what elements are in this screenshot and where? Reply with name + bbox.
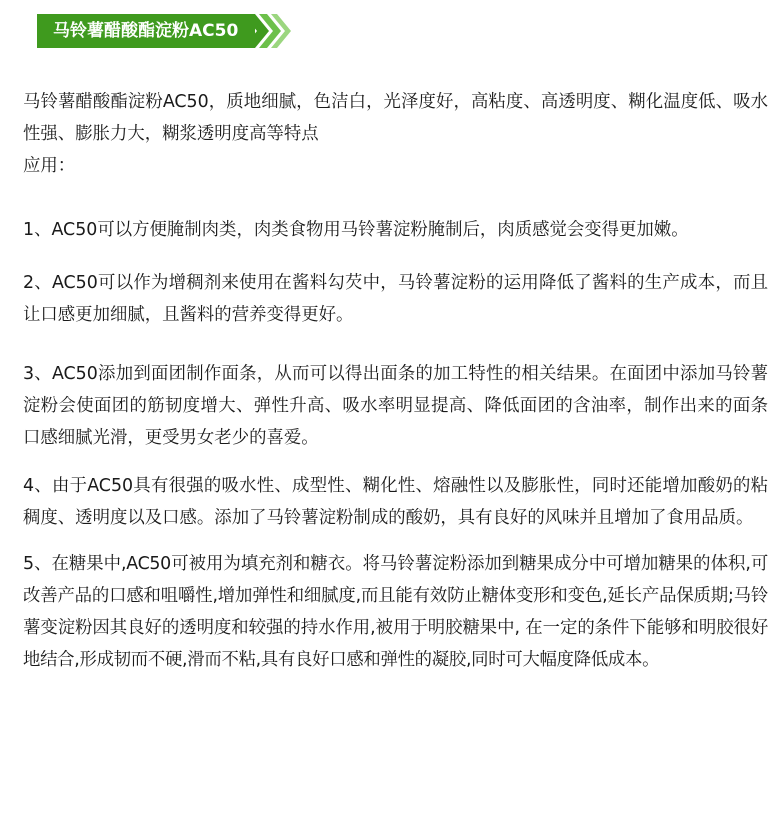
intro-paragraph: 马铃薯醋酸酯淀粉AC50，质地细腻，色洁白，光泽度好，高粘度、高透明度、糊化温度低、吸水性强、膨胀力大，糊浆透明度高等特点	[23, 92, 768, 144]
application-label: 应用：	[23, 156, 76, 176]
application-item-4: 4、由于AC50具有很强的吸水性、成型性、糊化性、熔融性以及膨胀性，同时还能增加酸奶的粘稠度、透明度以及口感。添加了马铃薯淀粉制成的酸奶，具有良好的风味并且增加了食用品质。	[23, 476, 768, 528]
application-item-3: 3、AC50添加到面团制作面条，从而可以得出面条的加工特性的相关结果。在面团中添加马铃薯淀粉会使面团的筋韧度增大、弹性升高、吸水率明显提高、降低面团的含油率，制作出来的面条口感细腻光滑，更受男女老少的喜爱。	[23, 364, 768, 448]
article-body	[23, 86, 768, 676]
header-banner	[37, 14, 292, 48]
application-item-1: 1、AC50可以方便腌制肉类，肉类食物用马铃薯淀粉腌制后，肉质感觉会变得更加嫩。	[23, 220, 689, 240]
application-item-5: 5、在糖果中,AC50可被用为填充剂和糖衣。将马铃薯淀粉添加到糖果成分中可增加糖果的体积,可改善产品的口感和咀嚼性,增加弹性和细腻度,而且能有效防止糖体变形和变色,延长产品保质期;马铃薯变淀粉因其良好的透明度和较强的持水作用,被用于明胶糖果中, 在一定的条件下能够和明胶很好地结合,形成韧而不硬,滑而不粘,具有良好口感和弹性的凝胶,同时可大幅度降低成本。	[23, 554, 768, 670]
header-stripes-decoration	[243, 14, 293, 48]
application-item-2: 2、AC50可以作为增稠剂来使用在酱料勾芡中，马铃薯淀粉的运用降低了酱料的生产成本，而且让口感更加细腻，且酱料的营养变得更好。	[23, 273, 768, 325]
page-title: 马铃薯醋酸酯淀粉AC50	[53, 21, 239, 41]
